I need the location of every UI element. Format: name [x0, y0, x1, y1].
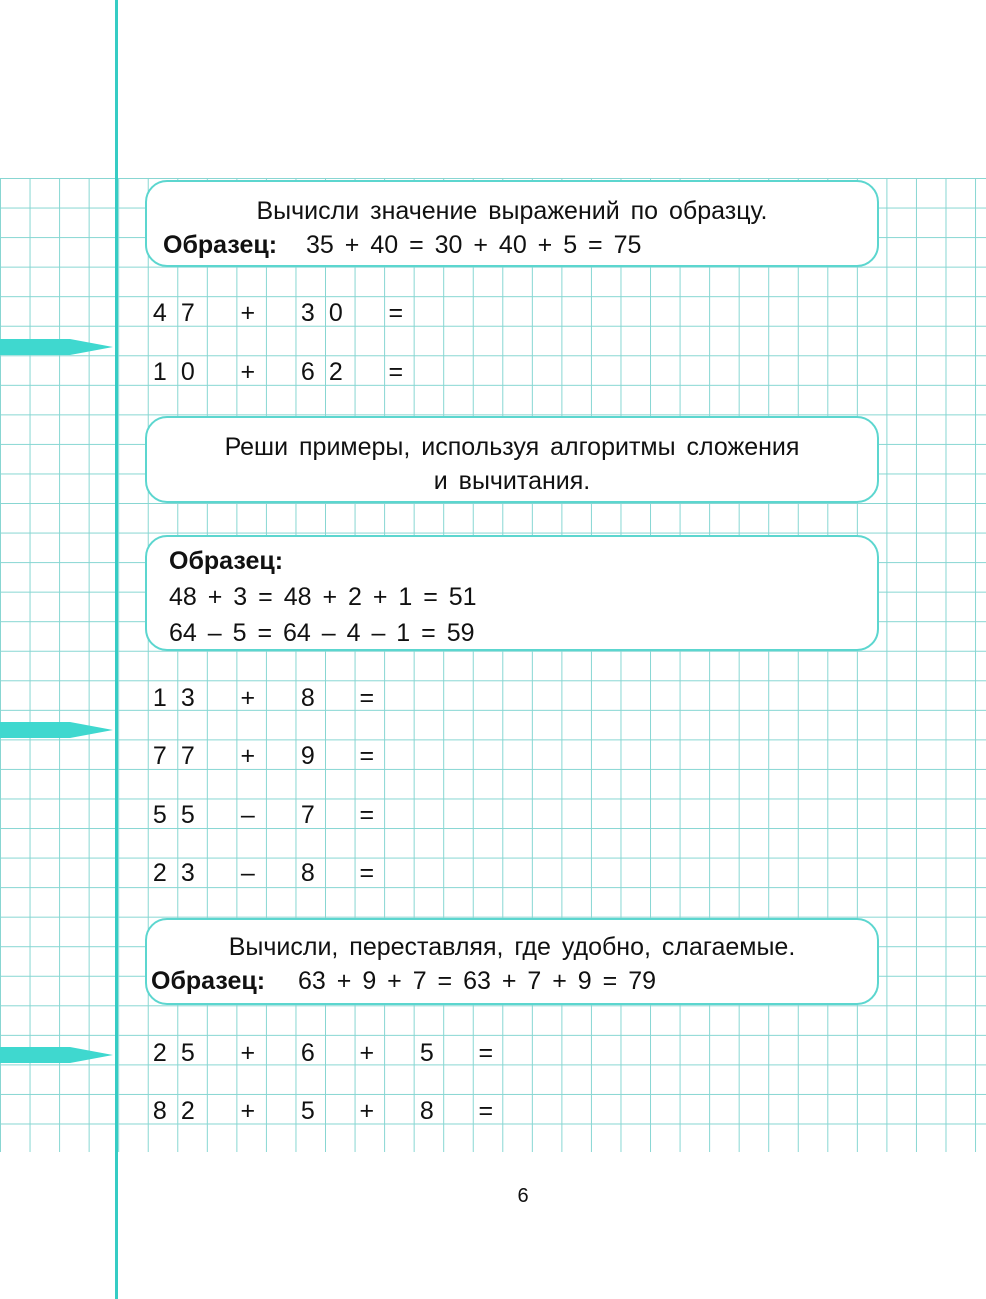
operator: +	[240, 299, 256, 327]
equals-sign: =	[388, 358, 404, 386]
digit: 5	[152, 801, 167, 829]
digit: 1	[152, 358, 167, 386]
equals-sign: =	[478, 1039, 494, 1067]
digit: 2	[328, 358, 343, 386]
operator: +	[240, 742, 256, 770]
digit: 2	[180, 1097, 195, 1125]
digit: 3	[180, 859, 195, 887]
digit: 3	[300, 299, 315, 327]
digit: 2	[152, 1039, 167, 1067]
equals-sign: =	[359, 859, 375, 887]
digit: 9	[300, 742, 315, 770]
equals-sign: =	[359, 801, 375, 829]
operator: –	[240, 859, 255, 887]
operator: +	[240, 1039, 256, 1067]
digit: 5	[419, 1039, 434, 1067]
equals-sign: =	[359, 742, 375, 770]
task-arrow-icon	[0, 338, 114, 356]
digit: 6	[300, 1039, 315, 1067]
digit: 7	[152, 742, 167, 770]
digit: 3	[180, 684, 195, 712]
digit: 8	[152, 1097, 167, 1125]
digit: 6	[300, 358, 315, 386]
digit: 8	[419, 1097, 434, 1125]
digit: 7	[180, 299, 195, 327]
operator: +	[240, 1097, 256, 1125]
operator: +	[359, 1039, 375, 1067]
digit: 4	[152, 299, 167, 327]
page-number: 6	[517, 1185, 529, 1207]
digit: 8	[300, 859, 315, 887]
digit: 0	[328, 299, 343, 327]
equals-sign: =	[359, 684, 375, 712]
operator: +	[240, 358, 256, 386]
task3-sample-expr: 63 + 9 + 7 = 63 + 7 + 9 = 79	[298, 967, 657, 995]
task1-instruction: Вычисли значение выражений по образцу.	[256, 197, 768, 225]
digit: 7	[300, 801, 315, 829]
digit: 5	[180, 1039, 195, 1067]
task2-sample-box	[145, 535, 879, 651]
task1-sample-label: Образец:	[163, 231, 278, 259]
task2-sample-line1: 48 + 3 = 48 + 2 + 1 = 51	[169, 583, 477, 611]
digit: 5	[180, 801, 195, 829]
task3-instruction: Вычисли, переставляя, где удобно, слагаемые.	[228, 933, 796, 961]
digit: 5	[300, 1097, 315, 1125]
digit: 7	[180, 742, 195, 770]
task2-sample-label: Образец:	[169, 547, 284, 575]
digit: 8	[300, 684, 315, 712]
task2-sample-line2: 64 – 5 = 64 – 4 – 1 = 59	[169, 619, 475, 647]
task-arrow-icon	[0, 1046, 114, 1064]
digit: 1	[152, 684, 167, 712]
task1-box	[145, 180, 879, 267]
task1-sample-expr: 35 + 40 = 30 + 40 + 5 = 75	[306, 231, 642, 259]
task2-instruction-line1: Реши примеры, используя алгоритмы сложения	[224, 433, 800, 461]
task3-sample-label: Образец:	[151, 967, 266, 995]
task3-box	[145, 918, 879, 1005]
task2-instruction-box	[145, 416, 879, 503]
digit: 2	[152, 859, 167, 887]
operator: –	[240, 801, 255, 829]
digit: 0	[180, 358, 195, 386]
equals-sign: =	[478, 1097, 494, 1125]
margin-line	[115, 0, 118, 1299]
operator: +	[240, 684, 256, 712]
task2-instruction-line2: и вычитания.	[433, 467, 591, 495]
operator: +	[359, 1097, 375, 1125]
task-arrow-icon	[0, 721, 114, 739]
equals-sign: =	[388, 299, 404, 327]
